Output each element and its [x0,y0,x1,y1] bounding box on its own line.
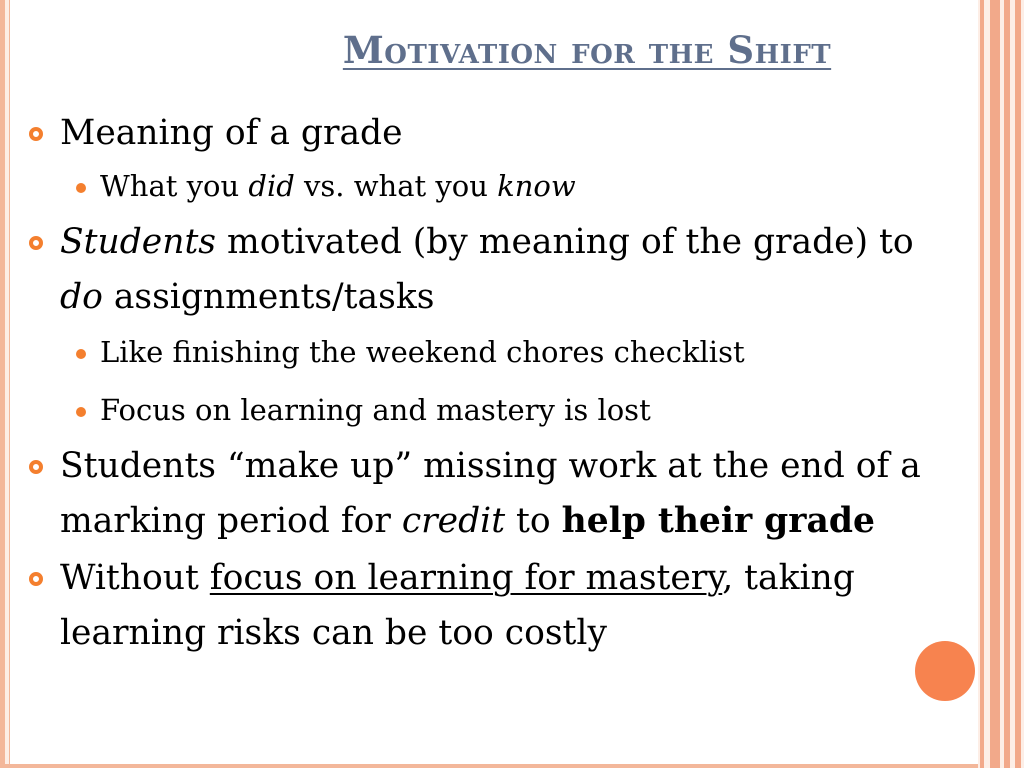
sub-bullet-text-italic: know [497,169,576,203]
bullet-text-italic: do [60,277,103,317]
dot-bullet-icon [76,407,86,417]
bullet-list [26,106,926,663]
bullet-text-part: Students “make up” missing work at the end of a marking period for [60,446,921,541]
bullet-item [26,439,926,549]
sub-bullet-text-italic: did [248,169,295,203]
bullet-text: Meaning of a grade [60,113,403,153]
bullet-item [26,106,926,161]
decorative-circle [915,641,975,701]
left-frame-border [0,0,10,768]
sub-bullet-text-part: vs. what you [294,169,498,203]
slide-title: Motivation for the Shift [342,28,832,72]
sub-bullet-text-part: What you [100,169,249,203]
bullet-text-part: , taking learning risks can be too costly [60,558,855,653]
sub-bullet-item [26,381,926,439]
stripe [1015,0,1021,768]
circle-bullet-icon [29,572,43,586]
decorative-stripes [978,0,1024,768]
circle-bullet-icon [29,460,43,474]
circle-bullet-icon [29,236,43,250]
bullet-text-underlined: focus on learning for mastery [209,558,723,598]
sub-bullet-item [26,157,926,215]
bottom-frame-border [0,764,1024,768]
bullet-text-part: Without [60,558,210,598]
dot-bullet-icon [76,183,86,193]
sub-bullet-text: Like finishing the weekend chores checklist [100,335,745,369]
bullet-text-part: assignments/tasks [102,277,435,317]
bullet-text-italic: credit [401,501,506,541]
bullet-text-bold: help their grade [561,501,875,541]
bullet-text-part: to [505,501,562,541]
sub-bullet-item [26,323,926,381]
bullet-text-part: motivated (by meaning of the grade) to [216,222,914,262]
stripe [990,0,1000,768]
bullet-text-italic: Students [60,222,217,262]
bullet-item [26,215,926,325]
circle-bullet-icon [29,127,43,141]
bullet-item [26,551,926,661]
dot-bullet-icon [76,349,86,359]
stripe [980,0,984,768]
sub-bullet-text: Focus on learning and mastery is lost [100,393,651,427]
stripe [1004,0,1010,768]
